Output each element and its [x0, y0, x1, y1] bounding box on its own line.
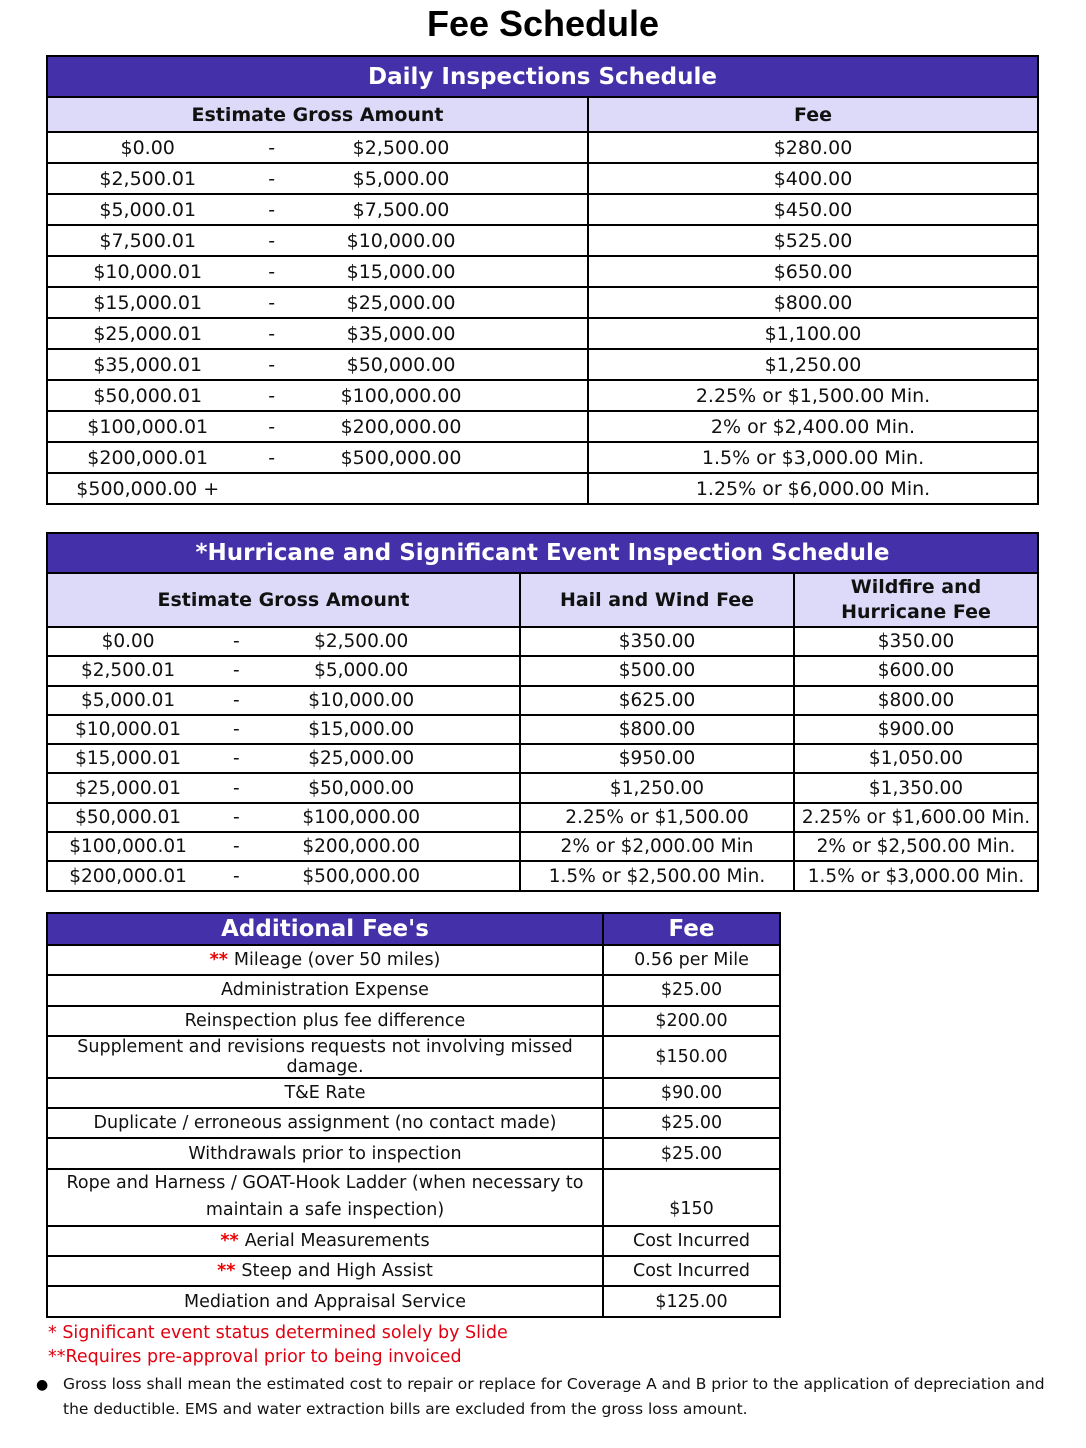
amount-range-cell: [47, 803, 520, 832]
wildfire-hurricane-fee-cell: 1.5% or $3,000.00 Min.: [794, 861, 1038, 890]
bullet-icon: ●: [36, 1377, 49, 1393]
range-low: $35,000.01: [93, 353, 203, 376]
range-dash: -: [233, 631, 240, 653]
amount-range: [48, 807, 519, 828]
amount-range-cell: [47, 686, 520, 715]
fee-name-cell: [47, 1036, 603, 1078]
table-row: [47, 1138, 780, 1168]
fee-cell: $280.00: [588, 132, 1038, 163]
page-title: Fee Schedule: [426, 3, 660, 44]
fee-name-cell: [47, 1286, 603, 1316]
gross-loss-definition: Gross loss shall mean the estimated cost to repair or replace for Coverage A and B prior to the application of depreciation and the deductible. EMS and water extraction bills are excluded from the gross loss amount.: [63, 1375, 1045, 1418]
table-row: [47, 773, 1038, 802]
fee-name-cell: [47, 1138, 603, 1168]
hail-wind-fee-cell: $950.00: [520, 744, 794, 773]
range-high: $15,000.00: [346, 260, 456, 283]
additional-col-fee: Fee: [603, 913, 780, 945]
amount-range-cell: [47, 715, 520, 744]
preapproval-note: **Requires pre-approval prior to being invoiced: [48, 1347, 462, 1367]
table-row: [47, 861, 1038, 890]
table-row: [47, 627, 1038, 656]
hurricane-col-wildfire: [794, 573, 1038, 627]
hail-wind-fee-cell: 1.5% or $2,500.00 Min.: [520, 861, 794, 890]
range-high: $500,000.00: [302, 865, 421, 887]
wildfire-header-line-1: Wildfire and: [850, 576, 982, 598]
fee-name: Withdrawals prior to inspection: [188, 1143, 462, 1164]
range-high: $5,000.00: [314, 660, 409, 682]
range-dash: -: [233, 777, 240, 799]
amount-range: [48, 416, 587, 438]
range-low: $100,000.01: [69, 836, 187, 858]
amount-range: [48, 836, 519, 857]
fee-amount-cell: $125.00: [603, 1286, 780, 1316]
table-row: [47, 318, 1038, 349]
fee-cell: 1.25% or $6,000.00 Min.: [588, 473, 1038, 504]
amount-range: [48, 199, 587, 221]
fee-amount-cell: $25.00: [603, 1138, 780, 1168]
hail-wind-fee-cell: $350.00: [520, 627, 794, 656]
significant-event-note: * Significant event status determined solely by Slide: [48, 1323, 508, 1343]
fee-name: Reinspection plus fee difference: [184, 1010, 466, 1031]
range-low: $10,000.01: [75, 719, 182, 741]
table-row: [47, 1169, 780, 1226]
amount-range: [48, 447, 587, 469]
amount-range: [48, 778, 519, 799]
range-dash: -: [268, 198, 276, 221]
fee-name-cell: [47, 1169, 603, 1226]
fee-amount-cell: 0.56 per Mile: [603, 945, 780, 975]
range-low: $100,000.01: [87, 415, 209, 438]
table-row: [47, 163, 1038, 194]
range-dash: -: [268, 415, 276, 438]
range-dash: -: [268, 291, 276, 314]
fee-amount-cell: Cost Incurred: [603, 1226, 780, 1256]
range-low: $50,000.01: [93, 384, 203, 407]
amount-range: [48, 354, 587, 376]
fee-cell: $1,250.00: [588, 349, 1038, 380]
amount-range-cell: [47, 380, 588, 411]
fee-name-cell: [47, 1226, 603, 1256]
range-high: $200,000.00: [302, 836, 421, 858]
wildfire-hurricane-fee-cell: 2.25% or $1,600.00 Min.: [794, 803, 1038, 832]
range-high: $100,000.00: [302, 806, 421, 828]
range-high: $15,000.00: [308, 719, 415, 741]
range-low: $0.00: [120, 136, 175, 159]
amount-range-cell: [47, 163, 588, 194]
range-high: $50,000.00: [346, 353, 456, 376]
preapproval-marker: **: [209, 950, 228, 971]
amount-range: [48, 748, 519, 769]
amount-range: [48, 137, 587, 159]
fee-cell: 1.5% or $3,000.00 Min.: [588, 442, 1038, 473]
amount-range: [48, 478, 587, 500]
range-high: $10,000.00: [308, 689, 415, 711]
amount-range: [48, 719, 519, 740]
amount-range-cell: [47, 773, 520, 802]
preapproval-marker: **: [220, 1230, 239, 1251]
range-low: $25,000.01: [75, 777, 182, 799]
amount-range: [48, 660, 519, 681]
fee-amount-cell: $150: [603, 1169, 780, 1226]
range-high: $2,500.00: [314, 631, 409, 653]
wildfire-hurricane-fee-cell: $800.00: [794, 686, 1038, 715]
range-low: $2,500.01: [80, 660, 176, 682]
range-high: $25,000.00: [346, 291, 456, 314]
fee-name: Administration Expense: [221, 980, 429, 1001]
amount-range-cell: [47, 225, 588, 256]
table-row: [47, 194, 1038, 225]
range-high: $50,000.00: [308, 777, 415, 799]
additional-col-name: Additional Fee's: [47, 913, 603, 945]
amount-range-cell: [47, 832, 520, 861]
fee-name: Mediation and Appraisal Service: [183, 1291, 467, 1312]
range-high: $5,000.00: [352, 167, 450, 190]
range-dash: -: [268, 167, 276, 190]
table-row: [47, 349, 1038, 380]
fee-cell: $450.00: [588, 194, 1038, 225]
fee-amount-cell: $25.00: [603, 975, 780, 1005]
range-low: $15,000.01: [93, 291, 203, 314]
range-dash: -: [268, 322, 276, 345]
fee-cell: $400.00: [588, 163, 1038, 194]
range-low: $0.00: [101, 631, 155, 653]
hail-wind-fee-cell: 2% or $2,000.00 Min: [520, 832, 794, 861]
amount-range-cell: [47, 256, 588, 287]
fee-name: Aerial Measurements: [244, 1230, 430, 1251]
range-low: $2,500.01: [99, 167, 197, 190]
table-row: [47, 1006, 780, 1036]
range-low: $10,000.01: [93, 260, 203, 283]
range-dash: -: [268, 260, 276, 283]
fee-cell: $1,100.00: [588, 318, 1038, 349]
fee-name: Steep and High Assist: [241, 1261, 433, 1282]
amount-range: [48, 230, 587, 252]
fee-cell: $800.00: [588, 287, 1038, 318]
range-dash: -: [233, 689, 240, 711]
amount-range: [48, 323, 587, 345]
fee-cell: 2.25% or $1,500.00 Min.: [588, 380, 1038, 411]
preapproval-marker: **: [217, 1261, 236, 1282]
fee-amount-cell: $200.00: [603, 1006, 780, 1036]
hurricane-col-amount: Estimate Gross Amount: [47, 573, 520, 627]
table-row: [47, 287, 1038, 318]
range-high: $500,000.00: [340, 446, 462, 469]
amount-range: [48, 866, 519, 887]
range-dash: -: [233, 836, 240, 858]
amount-range-cell: [47, 411, 588, 442]
range-high: $200,000.00: [340, 415, 462, 438]
table-row: [47, 473, 1038, 504]
fee-name-cell: [47, 1006, 603, 1036]
table-row: [47, 132, 1038, 163]
table-row: [47, 1286, 780, 1316]
amount-range-cell: [47, 349, 588, 380]
range-dash: -: [233, 806, 240, 828]
range-dash: -: [233, 865, 240, 887]
fee-cell: $525.00: [588, 225, 1038, 256]
daily-col-fee: Fee: [588, 97, 1038, 132]
table-row: [47, 225, 1038, 256]
table-row: [47, 380, 1038, 411]
range-low: $200,000.01: [87, 446, 209, 469]
wildfire-hurricane-fee-cell: $600.00: [794, 656, 1038, 685]
range-high: $10,000.00: [346, 229, 456, 252]
fee-name-cell: [47, 945, 603, 975]
amount-range-cell: [47, 442, 588, 473]
amount-range-cell: [47, 287, 588, 318]
amount-range-cell: [47, 627, 520, 656]
range-dash: -: [268, 353, 276, 376]
range-low: $200,000.01: [69, 865, 187, 887]
amount-range-cell: [47, 194, 588, 225]
hail-wind-fee-cell: 2.25% or $1,500.00: [520, 803, 794, 832]
range-high: $100,000.00: [340, 384, 462, 407]
table-row: [47, 744, 1038, 773]
fee-name-cell: [47, 975, 603, 1005]
fee-name-cell: [47, 1108, 603, 1138]
fee-cell: $650.00: [588, 256, 1038, 287]
wildfire-hurricane-fee-cell: 2% or $2,500.00 Min.: [794, 832, 1038, 861]
fee-name-cell: [47, 1078, 603, 1108]
fee-amount-cell: $90.00: [603, 1078, 780, 1108]
range-low: $5,000.01: [80, 689, 176, 711]
hail-wind-fee-cell: $500.00: [520, 656, 794, 685]
wildfire-hurricane-fee-cell: $350.00: [794, 627, 1038, 656]
hail-wind-fee-cell: $1,250.00: [520, 773, 794, 802]
range-low: $7,500.01: [99, 229, 197, 252]
fee-amount-cell: Cost Incurred: [603, 1256, 780, 1286]
range-dash: -: [268, 446, 276, 469]
amount-range-cell: [47, 656, 520, 685]
fee-name: Mileage (over 50 miles): [233, 950, 441, 971]
hail-wind-fee-cell: $800.00: [520, 715, 794, 744]
table-row: [47, 1108, 780, 1138]
table-row: [47, 256, 1038, 287]
amount-range: [48, 690, 519, 711]
range-dash: -: [268, 384, 276, 407]
amount-range: [48, 261, 587, 283]
range-low: $15,000.01: [75, 748, 182, 770]
fee-name: Supplement and revisions requests not involving missed damage.: [77, 1036, 573, 1077]
table-row: [47, 686, 1038, 715]
hurricane-table-title: *Hurricane and Significant Event Inspection Schedule: [47, 533, 1038, 573]
range-low: $50,000.01: [75, 806, 182, 828]
table-row: [47, 411, 1038, 442]
wildfire-header-line-2: Hurricane Fee: [841, 601, 991, 623]
range-dash: -: [268, 229, 276, 252]
fee-name: T&E Rate: [284, 1083, 366, 1104]
amount-range: [48, 292, 587, 314]
hail-wind-fee-cell: $625.00: [520, 686, 794, 715]
amount-range-cell: [47, 132, 588, 163]
wildfire-hurricane-fee-cell: $1,350.00: [794, 773, 1038, 802]
table-row: [47, 1226, 780, 1256]
table-row: [47, 945, 780, 975]
table-row: [47, 656, 1038, 685]
amount-range: [48, 168, 587, 190]
amount-range-cell: [47, 861, 520, 890]
table-row: [47, 803, 1038, 832]
wildfire-hurricane-fee-cell: $900.00: [794, 715, 1038, 744]
amount-range: [48, 385, 587, 407]
daily-col-amount: Estimate Gross Amount: [47, 97, 588, 132]
range-low: $5,000.01: [99, 198, 197, 221]
range-dash: -: [268, 136, 276, 159]
fee-name-cell: [47, 1256, 603, 1286]
range-low: $500,000.00 +: [76, 477, 220, 500]
gross-loss-bullet: [36, 1372, 1046, 1422]
range-dash: -: [233, 748, 240, 770]
fee-name: Duplicate / erroneous assignment (no contact made): [93, 1113, 557, 1134]
hurricane-col-hail: Hail and Wind Fee: [520, 573, 794, 627]
amount-range-cell: [47, 318, 588, 349]
daily-table-title: Daily Inspections Schedule: [47, 56, 1038, 97]
fee-amount-cell: $150.00: [603, 1036, 780, 1078]
hurricane-event-table: [46, 532, 1039, 892]
fee-cell: 2% or $2,400.00 Min.: [588, 411, 1038, 442]
table-row: [47, 1036, 780, 1078]
amount-range-cell: [47, 744, 520, 773]
daily-inspections-table: [46, 55, 1039, 505]
range-high: $25,000.00: [308, 748, 415, 770]
range-low: $25,000.01: [93, 322, 203, 345]
fee-name: Rope and Harness / GOAT-Hook Ladder (when necessary to maintain a safe inspection): [66, 1173, 584, 1221]
range-high: $2,500.00: [352, 136, 450, 159]
range-dash: -: [233, 719, 240, 741]
table-row: [47, 1256, 780, 1286]
range-high: $7,500.00: [352, 198, 450, 221]
table-row: [47, 442, 1038, 473]
table-row: [47, 1078, 780, 1108]
table-row: [47, 715, 1038, 744]
amount-range: [48, 631, 519, 652]
table-row: [47, 975, 780, 1005]
range-high: $35,000.00: [346, 322, 456, 345]
range-dash: -: [233, 660, 240, 682]
additional-fees-table: [46, 912, 781, 1318]
wildfire-hurricane-fee-cell: $1,050.00: [794, 744, 1038, 773]
amount-range-cell: [47, 473, 588, 504]
table-row: [47, 832, 1038, 861]
fee-amount-cell: $25.00: [603, 1108, 780, 1138]
